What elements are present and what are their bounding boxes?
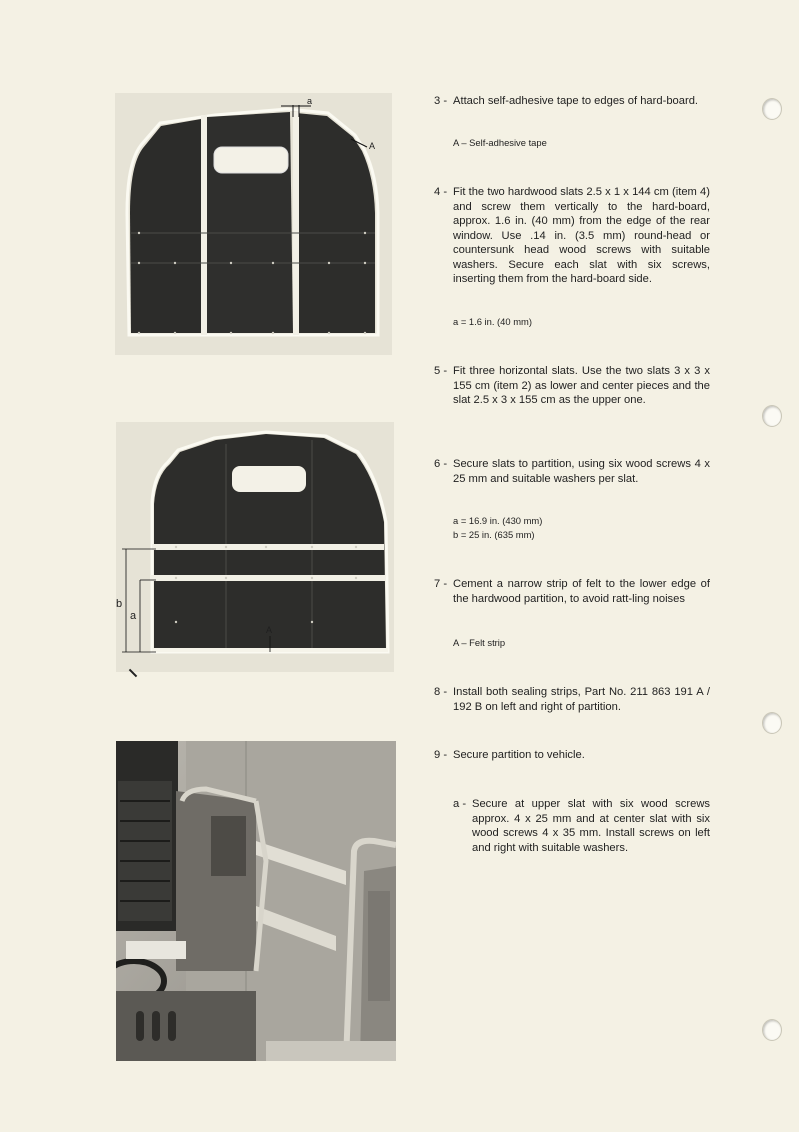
substep-text: Secure at upper slat with six wood screws approx. 4 x 25 mm and at center slat with six wood screws 4 x 35 mm. Install screws on left and right with suitable washers. [472, 798, 710, 854]
punch-hole [762, 1019, 782, 1041]
step-text: Attach self-adhesive tape to edges of hard-board. [453, 95, 699, 107]
figure-installed-photo [116, 741, 396, 1061]
step-3-note: A – Self-adhesive tape [453, 137, 547, 148]
step-number: 5 - [434, 365, 448, 377]
step-6 [434, 457, 710, 486]
step-text: Secure partition to vehicle. [453, 749, 585, 761]
step-7 [434, 577, 710, 606]
step-9a [453, 797, 710, 855]
step-number: 9 - [434, 749, 448, 761]
step-7-note: A – Felt strip [453, 637, 506, 648]
step-number: 4 - [434, 186, 448, 198]
step-number: 6 - [434, 458, 448, 470]
step-number: 8 - [434, 686, 448, 698]
figure-label-A: A [369, 141, 376, 151]
step-number: 7 - [434, 578, 448, 590]
step-4-note: a = 1.6 in. (40 mm) [453, 316, 532, 327]
figure-label-b: b [116, 598, 123, 610]
step-5 [434, 364, 710, 408]
step-6-note-a: a = 16.9 in. (430 mm) [453, 515, 543, 526]
step-6-note-b: b = 25 in. (635 mm) [453, 529, 535, 540]
step-3 [434, 94, 710, 109]
punch-hole [762, 98, 782, 120]
figure-horizontal-slats [116, 422, 394, 672]
step-text: Secure slats to partition, using six wood screws 4 x 25 mm and suitable washers per slat. [453, 458, 710, 485]
step-text: Fit three horizontal slats. Use the two slats 3 x 3 x 155 cm (item 2) as lower and center pieces and the slat 2.5 x 3 x 155 cm as the upper one. [453, 365, 710, 406]
figure-label-a: a [130, 610, 137, 622]
figure-label-a: a [307, 96, 313, 106]
step-text: Fit the two hardwood slats 2.5 x 1 x 144 cm (item 4) and screw them vertically to the hard-board, approx. 1.6 in. (40 mm) from the edge of the rear window. Use .14 in. (3.5 mm) round-head or countersunk head wood screws with suitable washers. Secure each slat with six screws, inserting them from the hard-board side. [453, 186, 710, 285]
figure-vertical-slats [115, 93, 392, 355]
substep-number: a - [453, 798, 467, 810]
step-8 [434, 685, 710, 714]
figure-label-A: A [266, 625, 273, 635]
step-text: Install both sealing strips, Part No. 211 863 191 A / 192 B on left and right of partition. [453, 686, 710, 713]
step-number: 3 - [434, 95, 448, 107]
step-9 [434, 748, 710, 763]
punch-hole [762, 405, 782, 427]
step-4 [434, 185, 710, 287]
step-text: Cement a narrow strip of felt to the lower edge of the hardwood partition, to avoid ratt-ling noises [453, 578, 710, 605]
punch-hole [762, 712, 782, 734]
